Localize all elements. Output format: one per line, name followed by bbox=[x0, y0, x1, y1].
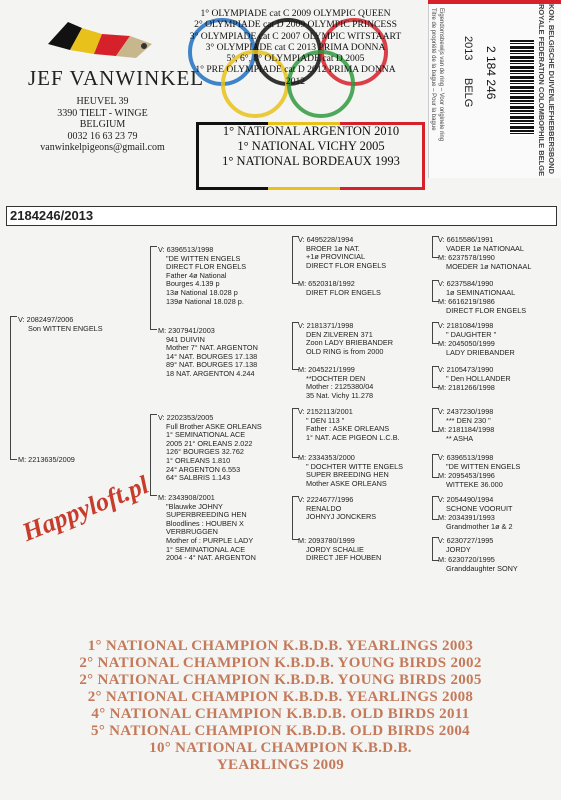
pedigree-info-line: Zoon LADY BRIEBANDER bbox=[306, 338, 394, 348]
parent-code: V: bbox=[438, 321, 445, 330]
pedigree-info-line: 14° NAT. BOURGES 17.138 bbox=[166, 351, 258, 361]
parent-code: M: bbox=[438, 425, 447, 434]
gen4-cell-14 bbox=[438, 514, 513, 531]
pedigree-info-line: 941 DUIVIN bbox=[166, 334, 205, 344]
ring-number: 2045221/1999 bbox=[308, 365, 355, 374]
ring-number: 2202353/2005 bbox=[166, 413, 214, 422]
pedigree-info-line: Grandmother 1ø & 2 bbox=[446, 521, 513, 531]
ring-number: 6616219/1986 bbox=[448, 297, 495, 306]
gen4-cell-9 bbox=[438, 408, 493, 425]
parent-code: V: bbox=[158, 413, 165, 422]
ring-number: 2437230/1998 bbox=[446, 407, 494, 416]
pedigree-info-line: RENALDO bbox=[306, 503, 342, 513]
gen4-cell-10 bbox=[438, 426, 494, 443]
address-line: HEUVEL 39 bbox=[76, 96, 129, 107]
parent-code: V: bbox=[298, 407, 305, 416]
championship-line: 2° NATIONAL CHAMPION K.B.D.B. YOUNG BIRDS 2005 bbox=[79, 672, 482, 688]
sticker-country: BELG bbox=[462, 78, 474, 108]
pedigree-info-line: BROER 1ø NAT. bbox=[306, 243, 360, 253]
parent-code: M: bbox=[298, 536, 307, 545]
olympiad-line: 5°, 6°, 8° OLYMPIADE cat D 2005 bbox=[226, 53, 365, 65]
parent-code: V: bbox=[438, 279, 445, 288]
pedigree-info-line: 2005 21° ORLEANS 2.022 bbox=[166, 438, 253, 448]
ring-number: 2181084/1998 bbox=[446, 321, 494, 330]
sire-cell bbox=[18, 316, 103, 333]
pedigree-info-line: VERBRUGGEN bbox=[166, 527, 218, 537]
pedigree-info-line: 64° SALBRIS 1.143 bbox=[166, 473, 231, 483]
gen3-cell-2 bbox=[298, 280, 381, 297]
ring-number: 6230720/1995 bbox=[448, 555, 495, 564]
pedigree-info-line: SCHONE VOORUIT bbox=[446, 503, 513, 513]
ring-number: 2152113/2001 bbox=[306, 407, 353, 416]
sticker-org-line: KON. BELGISCHE DUIVENLIEFHEBBERSBOND bbox=[547, 4, 556, 175]
parent-code: M: bbox=[438, 297, 447, 306]
national-wins bbox=[196, 120, 426, 182]
pedigree-info-line: " DAUGHTER " bbox=[446, 329, 497, 339]
pedigree-ring-id: 2184246/2013 bbox=[10, 208, 94, 223]
gen3-cell-1 bbox=[298, 236, 386, 270]
breeder-address bbox=[30, 96, 175, 154]
pedigree-info-line: 24° ARGENTON 6.553 bbox=[166, 464, 241, 474]
pedigree-bracket-dam bbox=[150, 414, 157, 496]
pedigree-info-line: **DOCHTER DEN bbox=[306, 373, 366, 383]
parent-code: M: bbox=[438, 513, 447, 522]
pedigree-info-line: Full Brother ASKE ORLEANS bbox=[166, 421, 262, 431]
sire-ring: 2082497/2006 bbox=[26, 315, 74, 324]
sire-name: Son WITTEN ENGELS bbox=[28, 323, 103, 333]
ring-number: 2105473/1990 bbox=[446, 365, 494, 374]
parent-code: M: bbox=[298, 365, 307, 374]
pedigree-ring-line bbox=[438, 384, 495, 393]
parent-code: V: bbox=[438, 495, 445, 504]
parent-code: V: bbox=[158, 245, 165, 254]
parent-code: M: bbox=[298, 453, 307, 462]
gen3-cell-5 bbox=[298, 408, 400, 442]
national-line: 1° NATIONAL ARGENTON 2010 bbox=[222, 124, 400, 138]
watermark-text: Happyloft.pl bbox=[18, 469, 153, 547]
olympiad-line: 3° OLYMPIADE cat C 2013 PRIMA DONNA bbox=[205, 41, 386, 53]
parent-code: M: bbox=[438, 383, 447, 392]
olympiad-line: 3° OLYMPIADE cat C 2007 OLYMPIC WITSTAART bbox=[189, 30, 402, 42]
pedigree-info-line: 126° BOURGES 32.762 bbox=[166, 447, 244, 457]
pedigree-info-line: JORDY bbox=[446, 544, 471, 554]
pedigree-info-line: Mother of : PURPLE LADY bbox=[166, 535, 254, 545]
gen2-cell-4 bbox=[158, 494, 256, 563]
gen2-cell-1 bbox=[158, 246, 246, 306]
gen4-cell-2 bbox=[438, 254, 531, 271]
gen2-cell-2 bbox=[158, 327, 258, 379]
ring-number: 2034391/1993 bbox=[448, 513, 495, 522]
gen4-cell-1 bbox=[438, 236, 524, 253]
pedigree-info-line: DIRECT FLOR ENGELS bbox=[446, 305, 527, 315]
pedigree-info-line: 139ø National 18.028 p. bbox=[166, 296, 244, 306]
pedigree-bracket-sire bbox=[150, 246, 157, 330]
parent-code: V: bbox=[298, 235, 305, 244]
pedigree-info-line: Mother ASKE ORLEANS bbox=[306, 478, 387, 488]
pedigree-info-line: DIRECT FLOR ENGELS bbox=[306, 260, 387, 270]
pedigree-info-line: 89° NAT. BOURGES 17.138 bbox=[166, 360, 258, 370]
olympiad-line: 1° OLYMPIADE cat C 2009 OLYMPIC QUEEN bbox=[200, 8, 391, 19]
national-line: 1° NATIONAL BORDEAUX 1993 bbox=[222, 154, 400, 168]
ring-number: 2181184/1998 bbox=[448, 425, 495, 434]
parent-code: M: bbox=[438, 555, 447, 564]
pedigree-info-line: VADER 1ø NATIONAAL bbox=[446, 243, 524, 253]
pedigree-info-line: DIRECT FLOR ENGELS bbox=[166, 262, 247, 272]
pedigree-info-line: Mother : 2125380/04 bbox=[306, 382, 374, 392]
ring-number: 6495228/1994 bbox=[306, 235, 354, 244]
parent-code: M: bbox=[298, 279, 307, 288]
championship-line: 1° NATIONAL CHAMPION K.B.D.B. YEARLINGS 2003 bbox=[87, 638, 474, 654]
olympiad-line: 2° OLYMPIADE cat D 2009 OLYMPIC PRINCESS bbox=[194, 19, 397, 31]
olympiad-results bbox=[178, 8, 413, 87]
gen2-cell-3 bbox=[158, 414, 262, 483]
olympiad-line: 1° PRE OLYMPIADE cat D 2012 PRIMA DONNA bbox=[195, 64, 396, 76]
pedigree-info-line: Father : ASKE ORLEANS bbox=[306, 424, 390, 434]
gen4-cell-11 bbox=[438, 454, 520, 471]
pedigree-info-line: Bourges 4.139 p bbox=[166, 279, 220, 289]
pedigree-info-line: SUPER BREEDING HEN bbox=[306, 470, 389, 480]
pedigree-info-line: DEN ZILVEREN 371 bbox=[306, 329, 373, 339]
dam-cell bbox=[18, 456, 75, 465]
parent-code: V: bbox=[298, 495, 305, 504]
pedigree-info-line: JORDY SCHALIE bbox=[306, 544, 364, 554]
sticker-year: 2013 bbox=[462, 36, 474, 61]
gen4-cell-6 bbox=[438, 340, 515, 357]
pedigree-info-line: DIRET FLOR ENGELS bbox=[306, 287, 381, 297]
pedigree-info-line: 1° ORLEANS 1.810 bbox=[166, 455, 231, 465]
email: vanwinkelpigeons@gmail.com bbox=[40, 142, 165, 153]
gen4-cell-3 bbox=[438, 280, 515, 297]
pedigree-info-line: ** ASHA bbox=[446, 433, 474, 443]
championships bbox=[0, 638, 561, 774]
gen4-cell-5 bbox=[438, 322, 496, 339]
pedigree-info-line: "Blauwke JOHNY bbox=[166, 501, 223, 511]
ring-number: 2093780/1999 bbox=[308, 536, 355, 545]
championship-line: 2° NATIONAL CHAMPION K.B.D.B. YOUNG BIRDS 2002 bbox=[79, 655, 482, 671]
ring-number: 2095453/1996 bbox=[448, 471, 495, 480]
gen4-cell-15 bbox=[438, 537, 493, 554]
parent-code: M: bbox=[158, 493, 167, 502]
gen3-cell-6 bbox=[298, 454, 403, 488]
breeder-name: JEF VANWINKEL bbox=[28, 66, 205, 90]
dam-ring: 2213635/2009 bbox=[28, 455, 75, 464]
address-line: BELGIUM bbox=[79, 119, 126, 130]
pedigree-info-line: "DE WITTEN ENGELS bbox=[446, 461, 521, 471]
pedigree-info-line: SUPERBREEDING HEN bbox=[166, 510, 247, 520]
championship-line: 2° NATIONAL CHAMPION K.B.D.B. YEARLINGS 2008 bbox=[87, 689, 474, 705]
pedigree-info-line: Father 4ø National bbox=[166, 270, 227, 280]
national-line: 1° NATIONAL VICHY 2005 bbox=[237, 139, 385, 153]
pedigree-info-line: " DEN 113 " bbox=[306, 415, 345, 425]
pedigree-info-line: " Den HOLLANDER bbox=[446, 373, 511, 383]
pedigree-info-line: DIRECT JEF HOUBEN bbox=[306, 553, 382, 563]
gen4-cell-16 bbox=[438, 556, 518, 573]
championship-line: 5° NATIONAL CHAMPION K.B.D.B. OLD BIRDS 2004 bbox=[91, 723, 470, 739]
gen4-cell-12 bbox=[438, 472, 503, 489]
ring-number: 6396513/1998 bbox=[446, 453, 494, 462]
pedigree-info-line: "DE WITTEN ENGELS bbox=[166, 253, 241, 263]
ring-number: 6237584/1990 bbox=[446, 279, 494, 288]
ring-number: 2334353/2000 bbox=[308, 453, 355, 462]
sire-code: V: bbox=[18, 315, 25, 324]
ring-number: 6615586/1991 bbox=[446, 235, 494, 244]
parent-code: V: bbox=[438, 365, 445, 374]
pedigree-info-line: 2004 - 4° NAT. ARGENTON bbox=[166, 553, 256, 563]
pedigree-info-line: 13ø National 18.028 p bbox=[166, 287, 238, 297]
parent-code: M: bbox=[438, 471, 447, 480]
phone: 0032 16 63 23 79 bbox=[67, 130, 138, 142]
pedigree-bracket-subject bbox=[10, 316, 17, 460]
sticker-ring-number: 2 184 246 bbox=[484, 46, 498, 100]
parent-code: M: bbox=[158, 326, 167, 335]
parent-code: M: bbox=[438, 339, 447, 348]
parent-code: V: bbox=[438, 407, 445, 416]
pigeon-flag-logo bbox=[40, 14, 160, 64]
pedigree-info-line: Bloodlines : HOUBEN X bbox=[166, 518, 244, 528]
championship-line: 4° NATIONAL CHAMPION K.B.D.B. OLD BIRDS 2011 bbox=[91, 706, 470, 722]
pedigree-info-line: " DOCHTER WITTE ENGELS bbox=[306, 461, 404, 471]
championship-line: 10° NATIONAL CHAMPION K.B.D.B. bbox=[149, 740, 412, 756]
parent-code: V: bbox=[438, 235, 445, 244]
pedigree-info-line: +1ø PROVINCIAL bbox=[306, 252, 366, 262]
parent-code: V: bbox=[438, 536, 445, 545]
ring-number: 2045050/1999 bbox=[448, 339, 495, 348]
ring-number: 2181371/1998 bbox=[306, 321, 354, 330]
pedigree-info-line: MOEDER 1ø NATIONAAL bbox=[446, 261, 532, 271]
ring-number: 6237578/1990 bbox=[448, 253, 495, 262]
gen3-cell-4 bbox=[298, 366, 373, 400]
sticker-small-line: Eigendomsbewijs van de ring – Voor originele ring bbox=[438, 8, 444, 142]
gen3-cell-7 bbox=[298, 496, 376, 522]
championship-line: YEARLINGS 2009 bbox=[216, 757, 345, 773]
pedigree-info-line: 18 NAT. ARGENTON 4.244 bbox=[166, 368, 255, 378]
parent-code: V: bbox=[438, 453, 445, 462]
gen4-cell-13 bbox=[438, 496, 513, 513]
ring-number: 2181266/1998 bbox=[448, 383, 495, 392]
pedigree-info-line: 35 Nat. Vichy 11.278 bbox=[306, 390, 374, 400]
parent-code: V: bbox=[298, 321, 305, 330]
sticker-org-line: ROYALE FEDERATION COLOMBOPHILE BELGE bbox=[537, 4, 546, 177]
ring-number: 2224677/1996 bbox=[306, 495, 354, 504]
ring-number: 2307941/2003 bbox=[168, 326, 215, 335]
ring-number: 6520318/1992 bbox=[308, 279, 355, 288]
gen3-cell-8 bbox=[298, 537, 381, 563]
pedigree-info-line: JOHNYJ JONCKERS bbox=[306, 512, 377, 522]
pedigree-info-line: LADY DRIEBANDER bbox=[446, 347, 515, 357]
parent-code: M: bbox=[438, 253, 447, 262]
pedigree-info-line: OLD RING is from 2000 bbox=[306, 346, 384, 356]
pedigree-info-line: Granddaughter SONY bbox=[446, 563, 518, 573]
dam-code: M: bbox=[18, 455, 27, 464]
olympiad-line: 2012 bbox=[285, 75, 306, 87]
pedigree-info-line: Mother 7° NAT. ARGENTON bbox=[166, 343, 258, 353]
pedigree-info-line: 1° SEMINATIONAL ACE bbox=[166, 430, 246, 440]
pedigree-info-line: 1° SEMINATIONAL ACE bbox=[166, 544, 246, 554]
barcode bbox=[510, 40, 534, 136]
sticker-small-line: Titre de propriété de la bague – Pour la bague bbox=[430, 8, 436, 131]
pedigree-info-line: 1° NAT. ACE PIGEON L.C.B. bbox=[306, 432, 400, 442]
ring-number: 6396513/1998 bbox=[166, 245, 214, 254]
gen4-cell-4 bbox=[438, 298, 526, 315]
gen4-cell-8 bbox=[438, 384, 495, 393]
pedigree-info-line: *** DEN 230 " bbox=[446, 415, 491, 425]
pedigree-info-line: 1ø SEMINATIONAAL bbox=[446, 287, 516, 297]
address-line: 3390 TIELT - WINGE bbox=[57, 107, 148, 119]
ring-number: 6230727/1995 bbox=[446, 536, 494, 545]
gen4-cell-7 bbox=[438, 366, 511, 383]
ring-number: 2343908/2001 bbox=[168, 493, 215, 502]
pedigree-info-line: WITTEKE 36.000 bbox=[446, 479, 503, 489]
gen3-cell-3 bbox=[298, 322, 393, 356]
ring-number: 2054490/1994 bbox=[446, 495, 494, 504]
